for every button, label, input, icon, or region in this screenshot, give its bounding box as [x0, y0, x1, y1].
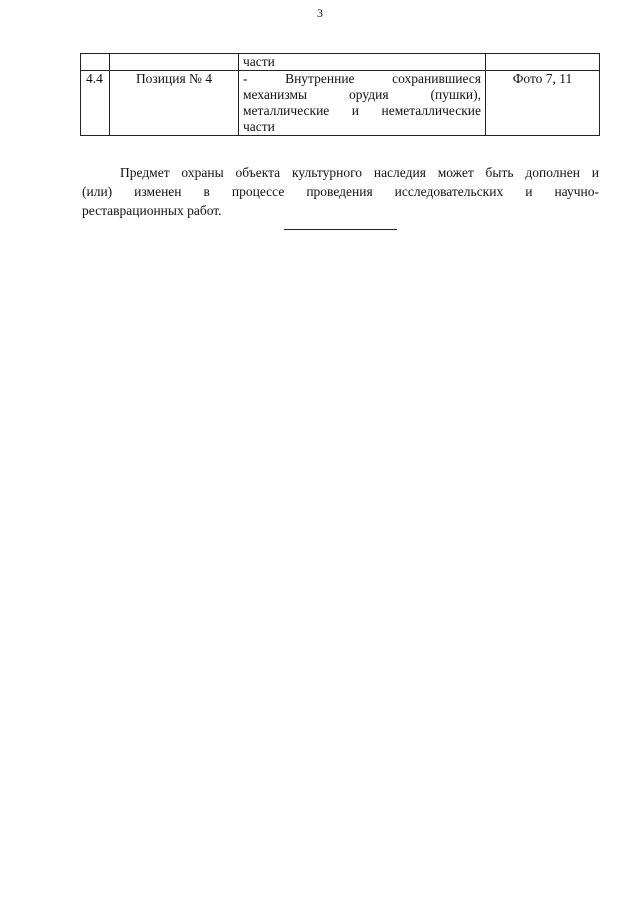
- end-of-document-rule: [284, 229, 397, 230]
- protection-subject-table: [80, 53, 600, 136]
- row-number-cell: [81, 54, 110, 71]
- position-name-cell: [110, 54, 239, 71]
- paragraph-line: реставрационных работ.: [82, 203, 222, 218]
- description-cell: части: [239, 54, 486, 71]
- page-number: 3: [317, 6, 323, 20]
- row-number-cell: 4.4: [81, 71, 110, 136]
- description-line: части: [243, 119, 275, 134]
- position-name-cell: Позиция № 4: [110, 71, 239, 136]
- photo-reference-cell: [486, 54, 600, 71]
- description-cell: [239, 71, 486, 136]
- description-line: металлические и неметаллические: [243, 103, 481, 118]
- table-row-continuation: [81, 54, 600, 71]
- table-row-position-4: [81, 71, 600, 136]
- paragraph-line: (или) изменен в процессе проведения исследовательских и научно-: [82, 184, 599, 199]
- photo-reference-cell: Фото 7, 11: [486, 71, 600, 136]
- footer-paragraph: [82, 163, 599, 220]
- description-line: - Внутренние сохранившиеся: [243, 71, 481, 86]
- paragraph-line: Предмет охраны объекта культурного наследия может быть дополнен и: [120, 165, 599, 180]
- description-line: механизмы орудия (пушки),: [243, 87, 481, 102]
